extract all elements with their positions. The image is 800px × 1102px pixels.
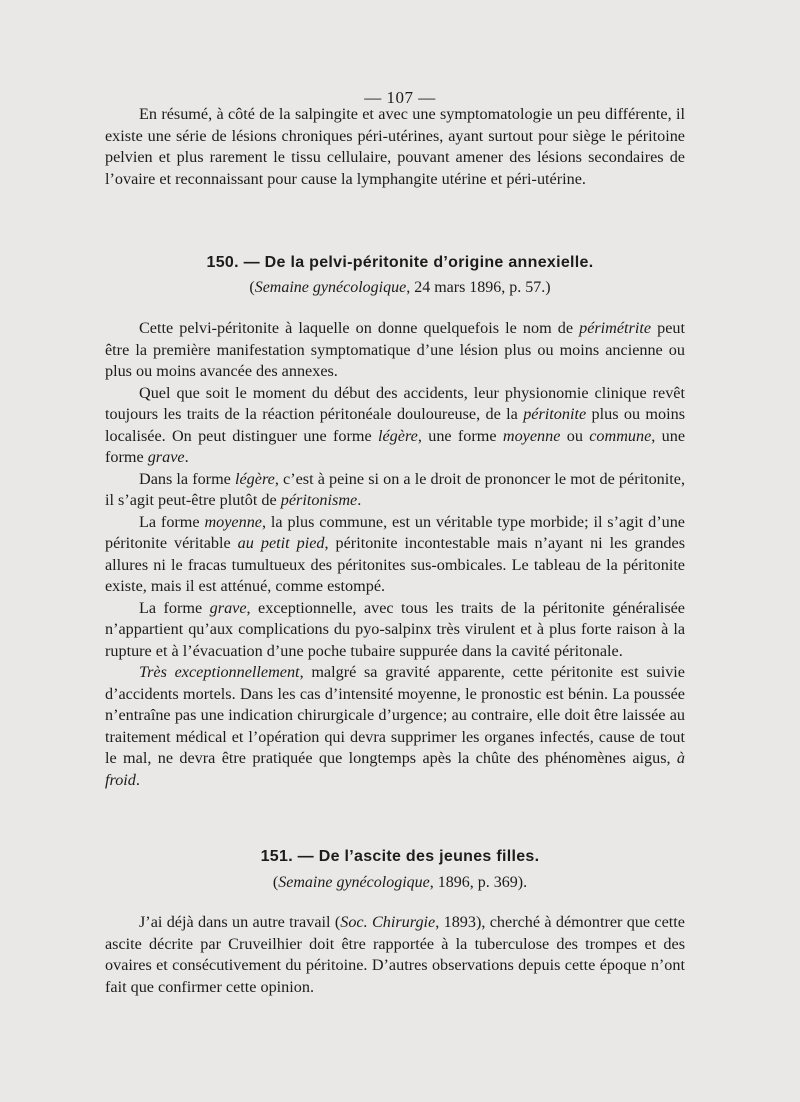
section-150-source: (Semaine gynécologique, 24 mars 1896, p. 57.) <box>249 279 551 296</box>
section-151-source: (Semaine gynécologique, 1896, p. 369). <box>272 874 528 891</box>
paragraph: Très exceptionnellement, malgré sa gravité apparente, cette péritonite est suivie d’accidents mortels. Dans les cas d’intensité moyenne, le pronostic est bénin. La poussée n’entraîne pas une indication chirurgicale d’urgence; au contraire, elle doit être laissée au traitement médical et l’opération qui devra supprimer les organes infectés, cause de tout le mal, ne devra être pratiquée que longtemps apès la chûte des phénomènes aigus, à froid. <box>105 663 685 789</box>
source-details: , 24 mars 1896, p. 57.) <box>406 279 551 296</box>
paragraph: La forme moyenne, la plus commune, est un véritable type morbide; il s’agit d’une péritonite véritable au petit pied, péritonite incontestable mais n’ayant ni les grandes allures ni le fracas tumultueux des péritonites sus-ombicales. Le tableau de la péritonite existe, mais il est atténué, comme estompé. <box>105 512 685 595</box>
paragraph: La forme grave, exceptionnelle, avec tous les traits de la péritonite généralisée n’appartient qu’aux complications du pyo-salpinx très virulent et à plus forte raison à la rupture et à l’évacuation d’une poche tubaire suppurée dans la cavité péritonale. <box>105 598 685 660</box>
section-151-body <box>105 912 685 998</box>
paragraph: Quel que soit le moment du début des accidents, leur physionomie clinique revêt toujours les traits de la réaction péritonéale douloureuse, de la péritonite plus ou moins localisée. On peut distinguer une forme légère, une forme moyenne ou commune, une forme grave. <box>105 383 686 466</box>
page-number: — 107 — <box>364 88 436 107</box>
source-details: , 1896, p. 369). <box>429 874 528 891</box>
section-150-heading: 150. — De la pelvi-péritonite d’origine annexielle. <box>206 254 594 271</box>
paragraph: Cette pelvi-péritonite à laquelle on donne quelquefois le nom de périmétrite peut être la première manifestation symptomatique d’une lésion plus ou moins ancienne ou plus ou moins avancée des annexes. <box>105 319 685 380</box>
paragraph: Dans la forme légère, c’est à peine si on a le droit de prononcer le mot de péritonite, il s’agit peut-être plutôt de péritonisme. <box>105 469 685 509</box>
paragraph: J’ai déjà dans un autre travail (Soc. Chirurgie, 1893), cherché à démontrer que cette ascite décrite par Cruveilhier doit être rapportée à la tuberculose des trompes et des ovaires et consécutivement du péritoine. D’autres observations depuis cette époque n’ont fait que confirmer cette opinion. <box>105 913 685 996</box>
section-150-body <box>105 318 685 791</box>
section-151-heading: 151. — De l’ascite des jeunes filles. <box>260 848 540 865</box>
source-journal: Semaine gynécologique <box>254 279 407 296</box>
intro-paragraph: En résumé, à côté de la salpingite et avec une symptomatologie un peu différente, il existe une série de lésions chroniques péri-utérines, ayant surtout pour siège le péritoine pelvien et plus rarement le tissu cellulaire, pouvant amener des lésions secondaires de l’ovaire et reconnaissant pour cause la lymphangite utérine et péri-utérine. <box>105 105 685 188</box>
source-journal: Semaine gynécologique <box>278 874 430 891</box>
